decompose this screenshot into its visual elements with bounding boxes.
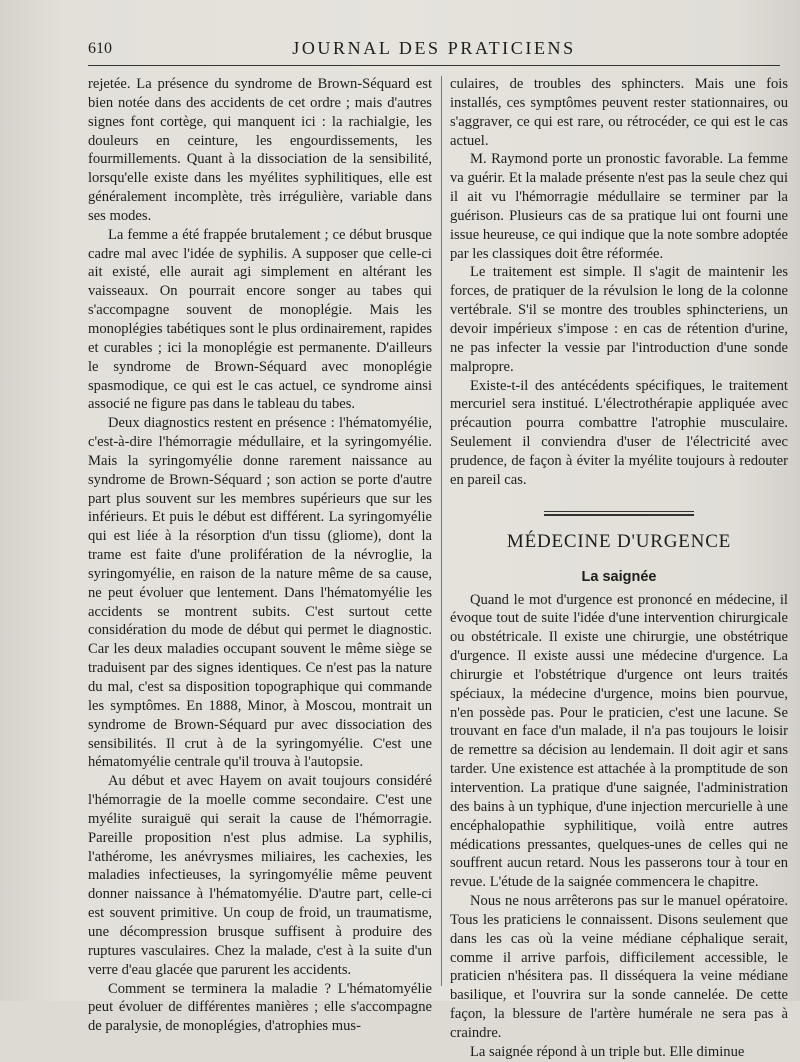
paragraph: M. Raymond porte un pronostic favorable. La femme va guérir. Et la malade présente n'est pas la seule chez qui il ait vu l'hémorragie médullaire se terminer par la guérison. Plusieurs cas de sa pratique lui ont fourni une issue heureuse, ce qui indique que la note sombre adoptée par les classiques doit être réformée.	[450, 151, 788, 262]
subsection-title: La saignée	[581, 568, 657, 585]
page-number: 610	[88, 40, 112, 57]
paragraph: rejetée. La présence du syndrome de Brown-Séquard est bien notée dans des accidents de cet ordre ; mais d'autres signes font cortège, qui manquent ici : la rachialgie, les douleurs en ceinture, les engourdissements, les fourmillements. Quant à la dissociation de la sensibilité, lorsqu'elle existe dans les myélites syphilitiques, elle est généralement incomplète, très irrégulière, variable dans ses modes.	[88, 76, 432, 224]
paragraph: Nous ne nous arrêterons pas sur le manuel opératoire. Tous les praticiens le connaissent. Disons seulement que dans les cas où la veine médiane céphalique serait, comme il arrive parfois, difficilement accessible, le praticien n'hésitera pas. Il disséquera la veine médiane basilique, et l'ouvrira sur la sonde cannelée. De cette façon, la blessure de l'artère humérale ne sera pas à craindre.	[450, 893, 788, 1041]
paragraph: Le traitement est simple. Il s'agit de maintenir les forces, de pratiquer de la révulsion le long de la colonne vertébrale. S'il se montre des troubles sphincteriens, un devoir impérieux s'impose : en cas de rétention d'urine, ne pas infecter la vessie par l'introduction d'une sonde malpropre.	[450, 264, 788, 375]
paragraph: Existe-t-il des antécédents spécifiques, le traitement mercuriel sera institué. L'électrothérapie appliquée avec précaution pourra combattre l'atrophie musculaire. Seulement il conviendra d'user de l'électricité avec prudence, de façon à éviter la myélite toujours à redouter en pareil cas.	[450, 377, 788, 488]
paragraph: Quand le mot d'urgence est prononcé en médecine, il évoque tout de suite l'idée d'une intervention chirurgicale ou obstétricale. Il existe une chirurgie, une obstétrique d'urgence. Il existe aussi une médecine d'urgence. La chirurgie et l'obstétrique d'urgence ont leurs traités spéciaux, la médecine d'urgence, moins bien pourvue, n'en possède pas. Pour le praticien, c'est une lacune. Se trouvant en face d'un malade, il n'a pas toujours le loisir de remettre sa décision au lendemain. Il doit agir et sans tarder. Une existence est attachée à la promptitude de son intervention. La pratique d'une saignée, l'administration des bains à un typhique, d'une injection mercurielle à une encéphalopathie syphilitique, voilà entre autres médications pressantes, quelques-unes de celles qui ne souffrent aucun retard. Nous les passerons tour à tour en revue. L'étude de la saignée commencera le chapitre.	[450, 591, 788, 891]
journal-title: JOURNAL DES PRATICIENS	[292, 38, 576, 58]
paragraph: culaires, de troubles des sphincters. Mais une fois installés, ces symptômes peuvent rester stationnaires, ou s'aggraver, ce qui est rare, ou rétrocéder, ce qui est le cas actuel.	[450, 76, 788, 149]
section-ornament-rule	[544, 510, 694, 518]
paragraph: Comment se terminera la maladie ? L'hématomyélie peut évoluer de différentes manières ; elle s'accompagne de paralysie, de monoplégies, d'atrophies mus-	[88, 980, 432, 1035]
paragraph: La femme a été frappée brutalement ; ce début brusque cadre mal avec l'idée de syphilis. A supposer que celle-ci ait existé, elle aurait agi simplement en altérant les vaisseaux. On pourrait encore songer au tabes qui s'accompagne souvent de monoplégie. Mais les monoplégies tabétiques sont le plus ordinairement, rapides et curables ; ici la monoplégie est permanente. D'ailleurs le syndrome de Brown-Séquard avec monoplégie spasmodique, ce qui est le cas actuel, ce syndrome ainsi associé ne figure pas dans le tableau du tabes.	[88, 226, 432, 413]
paragraph: Au début et avec Hayem on avait toujours considéré l'hémorragie de la moelle comme secondaire. C'est une myélite suraiguë qui serait la cause de l'hémorragie. Pareille proposition n'est plus admise. La syphilis, l'athérome, les anévrysmes miliaires, les cachexies, les maladies infectieuses, la syringomyélie même peuvent donner naissance à l'hématomyélie. D'autre part, celle-ci est souvent primitive. Un coup de froid, un traumatisme, une décompression brusque suffisent à produire des ruptures vasculaires. Chez la malade, c'est à la suite d'un verre d'eau glacée que parurent les accidents.	[88, 773, 432, 978]
left-column	[88, 75, 432, 1036]
paragraph: Deux diagnostics restent en présence : l'hématomyélie, c'est-à-dire l'hémorragie médullaire, et la syringomyélie. Mais la syringomyélie donne rarement naissance au syndrome de Brown-Séquard ; son action se porte d'autre part plus souvent sur les membres supérieurs que sur les inférieurs. Et puis le début est différent. La syringomyélie qui est liée à la résorption d'un tissu (gliome), dont la trame est faite d'une prolifération de la névroglie, la syringomyélie, en raison de la nature même de sa cause, ne peut évoluer que lentement. Dans l'hématomyélie les accidents se montrent subits. C'est surtout cette considération du mode de début qui permet le diagnostic. Car les deux maladies occupant souvent le même siège se traduisent par des signes identiques. Ce n'est pas la nature du mal, c'est sa disposition topographique qui commande les symptômes. En 1888, Minor, à Moscou, montrait un syndrome de Brown-Séquard pur avec dissociation des sensibilités. Il crut à de la syringomyélie. C'est une hématomyélie centrale qu'il trouva à l'autopsie.	[88, 415, 432, 771]
right-column	[450, 75, 788, 1062]
paragraph: La saignée répond à un triple but. Elle diminue	[470, 1043, 745, 1060]
page-header	[88, 36, 780, 62]
column-divider	[441, 76, 442, 986]
header-rule	[88, 65, 780, 66]
section-title: MÉDECINE D'URGENCE	[506, 530, 732, 552]
